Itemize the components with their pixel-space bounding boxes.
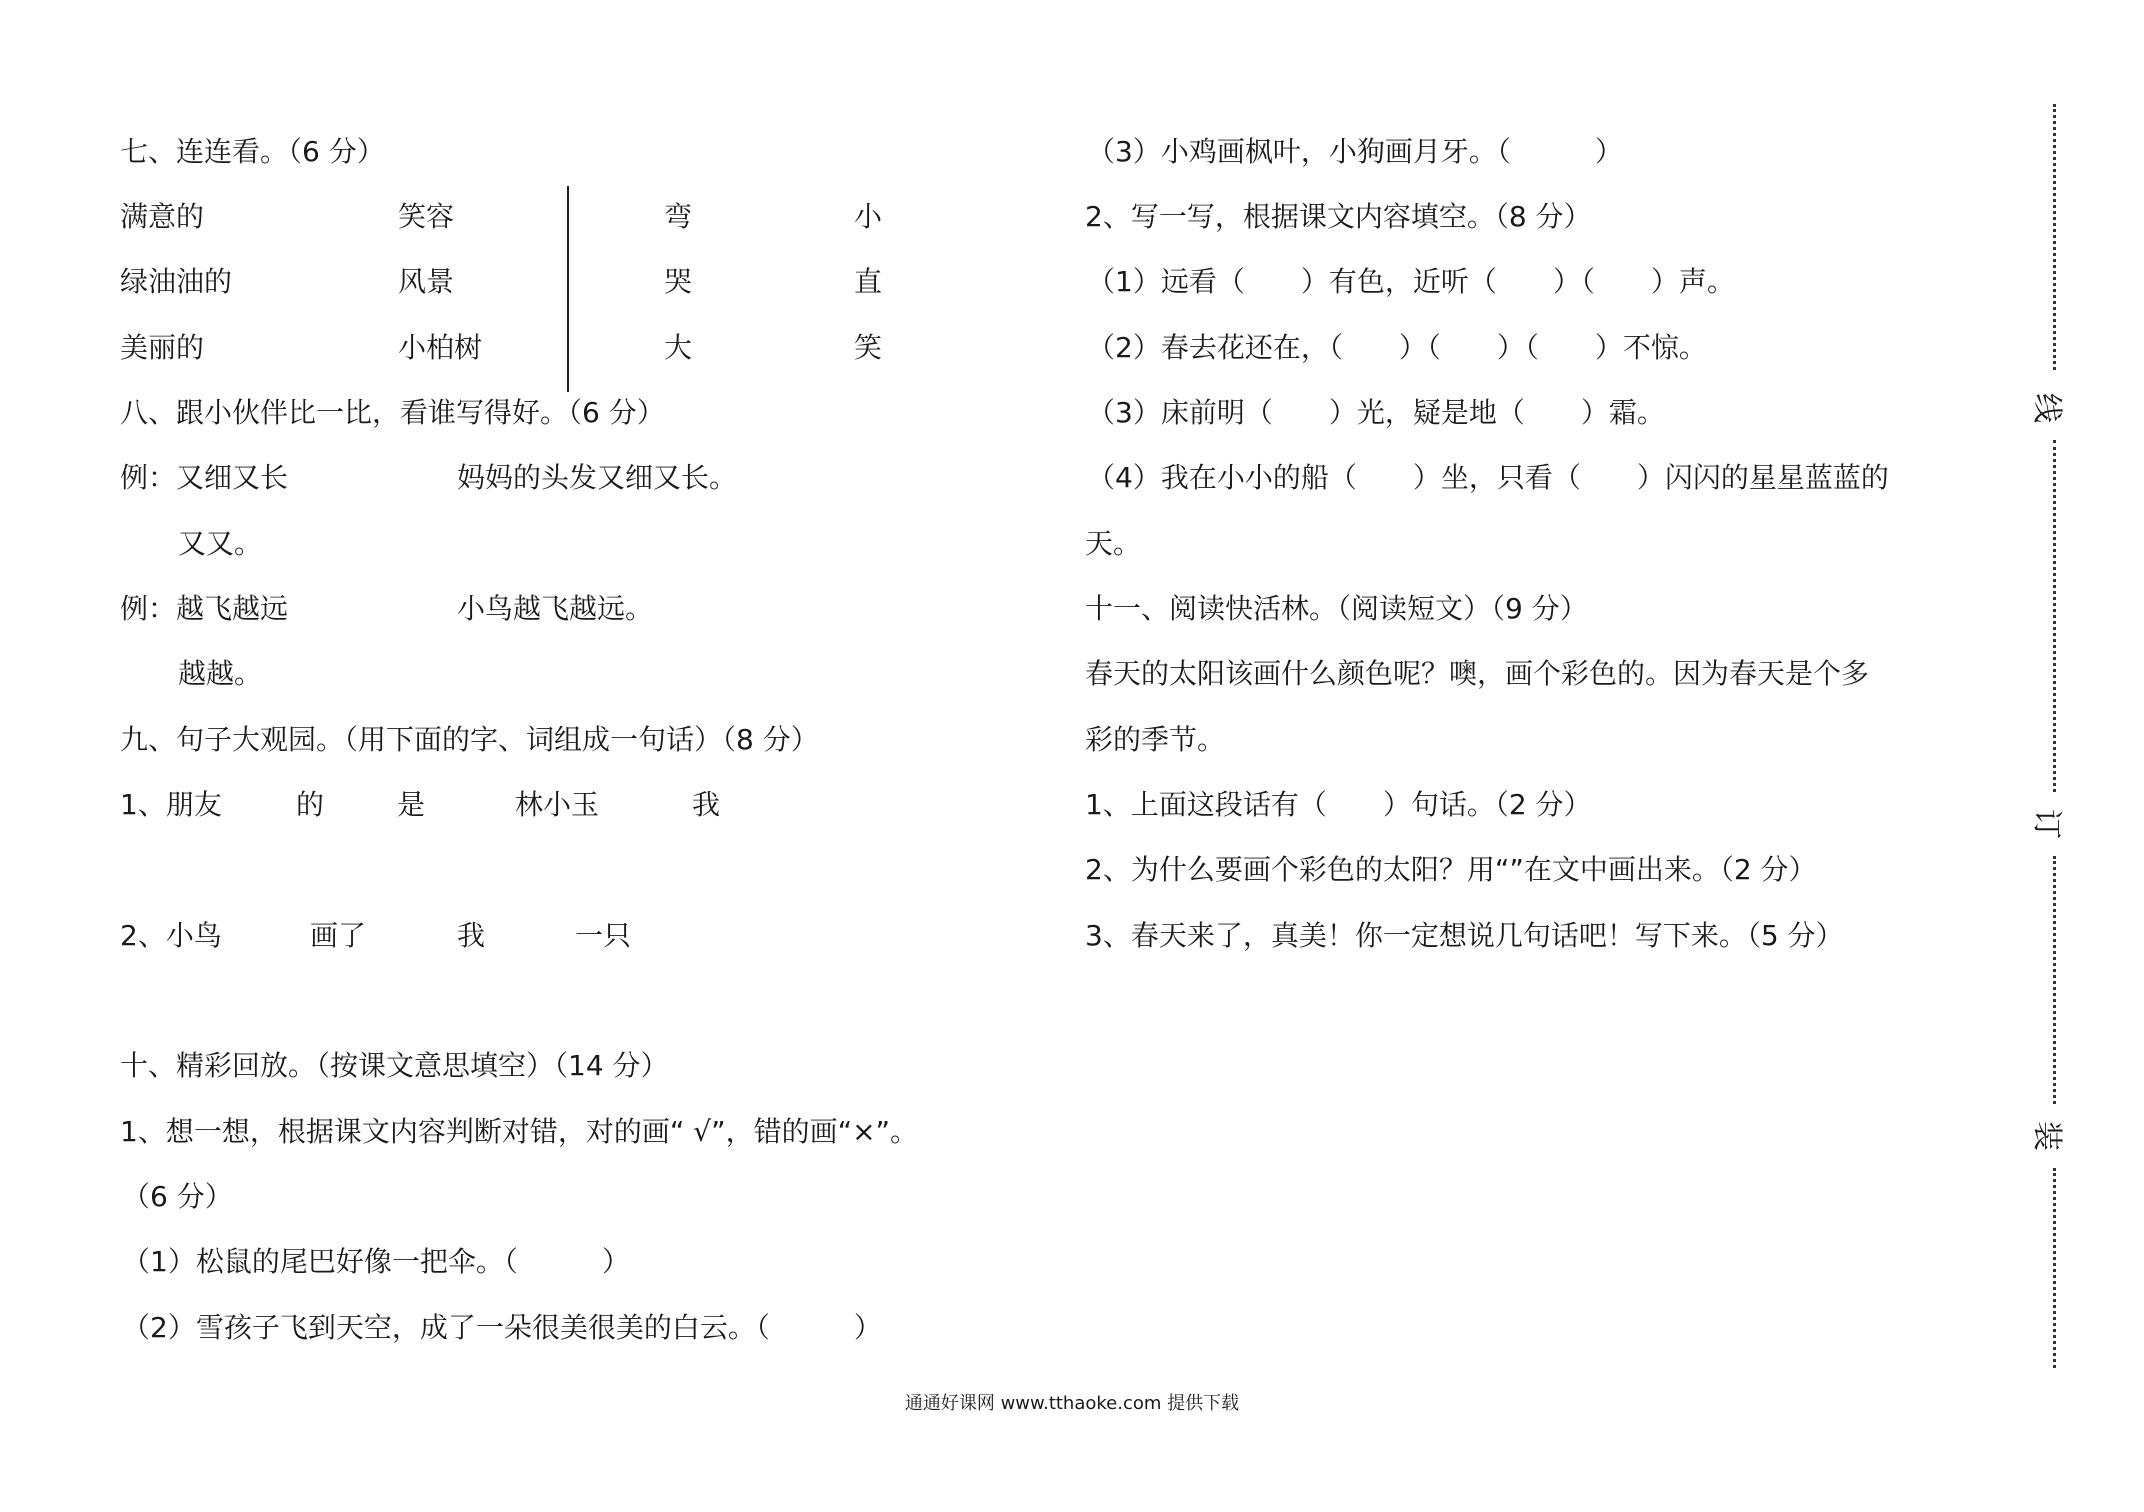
binding-dotted-line	[2053, 104, 2056, 370]
binding-dotted-line	[2053, 856, 2056, 1104]
binding-dotted-line	[2053, 440, 2056, 792]
q7-col4-item: 小	[854, 200, 883, 233]
q9-row1-word: 的	[296, 788, 325, 821]
q7-col2-item: 小柏树	[398, 331, 483, 364]
q10-item3: （3）小鸡画枫叶，小狗画月牙。（ ）	[1087, 135, 1623, 168]
q10-fill1: （1）远看（ ）有色，近听（ ）（ ）声。	[1087, 265, 1735, 298]
q11-question1: 1、上面这段话有（ ）句话。（2 分）	[1085, 788, 1592, 821]
q7-divider-line	[567, 186, 569, 392]
q7-col4-item: 笑	[854, 331, 883, 364]
q7-col1-item: 绿油油的	[120, 265, 233, 298]
q7-col3-item: 弯	[664, 200, 693, 233]
q8-example2-word: 例：越飞越远	[120, 592, 289, 625]
q7-col1-item: 满意的	[120, 200, 205, 233]
q8-fill1: 又又。	[178, 527, 263, 560]
q9-title: 九、句子大观园。（用下面的字、词组成一句话）（8 分）	[120, 723, 819, 756]
q10-item1: （1）松鼠的尾巴好像一把伞。（ ）	[122, 1245, 630, 1278]
binding-ding-char: 订	[2029, 809, 2064, 839]
q7-col2-item: 笑容	[398, 200, 455, 233]
q9-row2-word: 我	[457, 919, 486, 952]
q11-question3: 3、春天来了，真美！你一定想说几句话吧！写下来。（5 分）	[1085, 919, 1844, 952]
q10-fill4-continued: 天。	[1085, 527, 1142, 560]
q9-row2-word: 一只	[575, 919, 632, 952]
binding-xian-char: 线	[2029, 393, 2064, 423]
page-footer: 通通好课网 www.tthaoke.com 提供下载	[904, 1393, 1240, 1414]
q8-title: 八、跟小伙伴比一比，看谁写得好。（6 分）	[120, 396, 665, 429]
q7-col1-item: 美丽的	[120, 331, 205, 364]
q10-sub2: 2、写一写，根据课文内容填空。（8 分）	[1085, 200, 1592, 233]
q9-row2-word: 2、小鸟	[120, 919, 222, 952]
q10-fill2: （2）春去花还在，（ ）（ ）（ ）不惊。	[1087, 331, 1707, 364]
q10-title: 十、精彩回放。（按课文意思填空）（14 分）	[120, 1049, 669, 1082]
q9-row1-word: 我	[692, 788, 721, 821]
q7-col3-item: 大	[664, 331, 693, 364]
q11-title: 十一、阅读快活林。（阅读短文）（9 分）	[1085, 592, 1588, 625]
q9-row1-word: 是	[397, 788, 426, 821]
q7-title: 七、连连看。（6 分）	[120, 135, 385, 168]
q11-passage-line1: 春天的太阳该画什么颜色呢？噢，画个彩色的。因为春天是个多	[1085, 657, 1870, 690]
q10-fill3: （3）床前明（ ）光，疑是地（ ）霜。	[1087, 396, 1665, 429]
q8-example1-sentence: 妈妈的头发又细又长。	[457, 461, 738, 494]
q9-row1-word: 林小玉	[515, 788, 600, 821]
q10-fill4: （4）我在小小的船（ ）坐，只看（ ）闪闪的星星蓝蓝的	[1087, 461, 1889, 494]
q10-sub1: 1、想一想，根据课文内容判断对错，对的画“ √”，错的画“×”。	[120, 1115, 919, 1148]
binding-zhuang-char: 装	[2029, 1121, 2064, 1151]
q7-col4-item: 直	[854, 265, 883, 298]
q7-col3-item: 哭	[664, 265, 693, 298]
binding-dotted-line	[2053, 1168, 2056, 1368]
q8-example1-word: 例：又细又长	[120, 461, 289, 494]
q11-passage-line2: 彩的季节。	[1085, 723, 1226, 756]
q10-sub1-score: （6 分）	[122, 1180, 233, 1213]
q9-row2-word: 画了	[310, 919, 367, 952]
q10-item2: （2）雪孩子飞到天空，成了一朵很美很美的白云。（ ）	[122, 1311, 882, 1344]
q9-row1-word: 1、朋友	[120, 788, 222, 821]
q11-question2: 2、为什么要画个彩色的太阳？用“”在文中画出来。（2 分）	[1085, 853, 1817, 886]
q8-example2-sentence: 小鸟越飞越远。	[457, 592, 654, 625]
q8-fill2: 越越。	[178, 657, 263, 690]
q7-col2-item: 风景	[398, 265, 455, 298]
